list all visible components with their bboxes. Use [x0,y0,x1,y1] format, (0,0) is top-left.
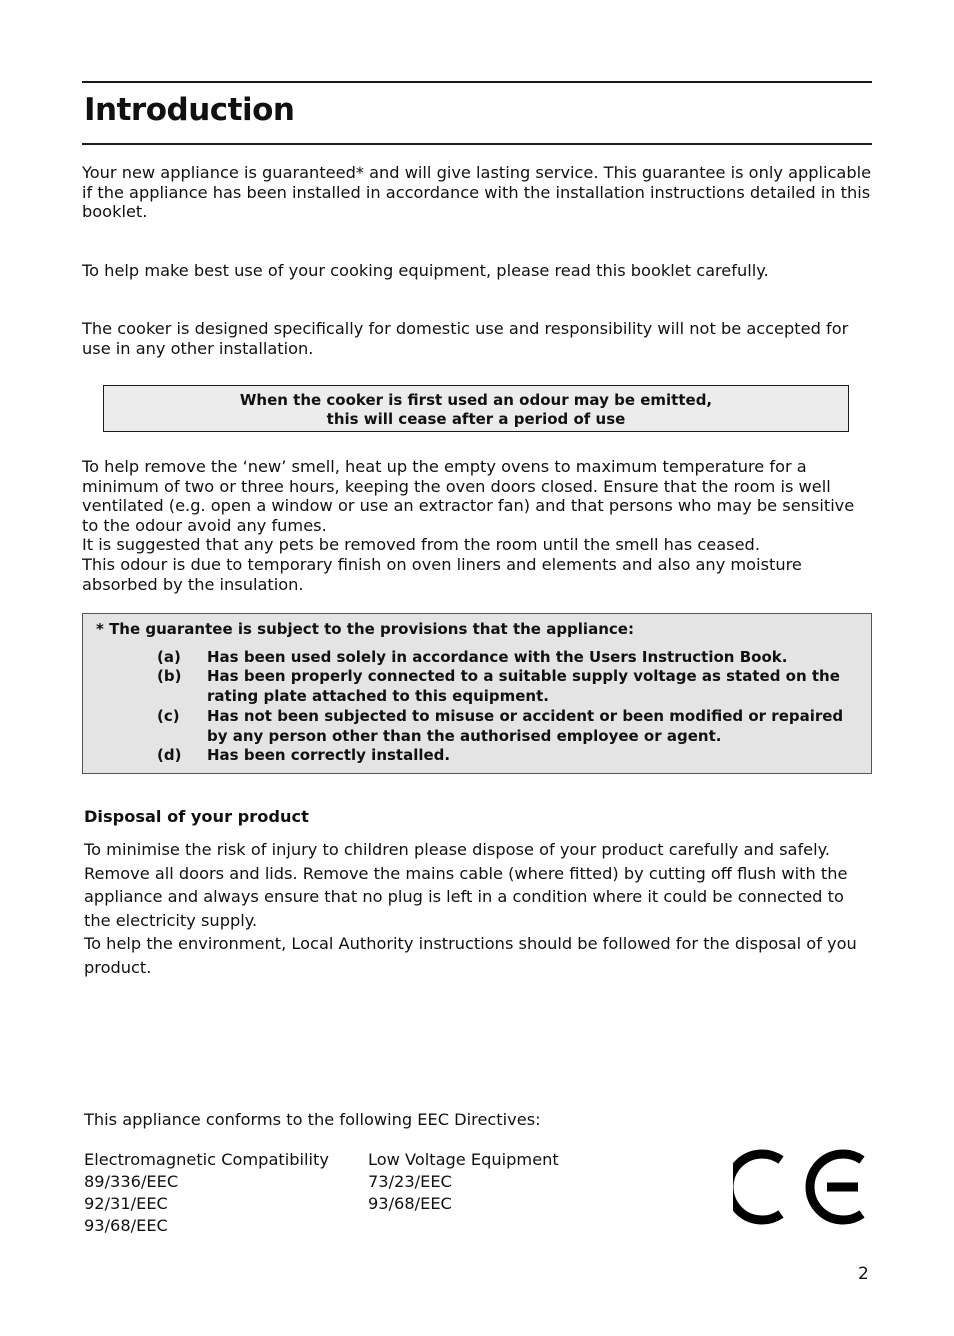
disposal-paragraph-environment: To help the environment, Local Authority instructions should be followed for the disposal of you product. [84,934,857,977]
guarantee-item-b [157,667,857,706]
intro-paragraph-read-booklet: To help make best use of your cooking equipment, please read this booklet carefully. [82,261,769,280]
disposal-heading: Disposal of your product [84,807,309,826]
odour-notice-box [103,385,849,432]
guarantee-item-label: (b) [157,667,182,685]
odour-paragraph-pets: It is suggested that any pets be removed from the room until the smell has ceased. [82,535,760,555]
emc-code: 89/336/EEC [84,1172,179,1191]
odour-paragraph-heat-ovens: To help remove the ‘new’ smell, heat up the empty ovens to maximum temperature for a minimum of two or three hours, keeping the oven doors closed. Ensure that the room is well ventilated (e.g. open a window or use an extractor fan) and that persons who may be sensitive to the odour avoid any fumes. [82,457,855,535]
guarantee-item-label: (d) [157,746,182,764]
odour-instructions [82,457,874,594]
guarantee-item-label: (a) [157,648,181,666]
emc-heading: Electromagnetic Compatibility [84,1150,329,1169]
lve-code: 93/68/EEC [368,1194,452,1213]
guarantee-item-text: Has been correctly installed. [207,746,451,764]
top-rule [82,81,872,83]
page-title: Introduction [84,92,295,128]
ce-mark-icon [733,1143,865,1231]
title-underline [82,143,872,145]
guarantee-item-text: Has not been subjected to misuse or accident or been modified or repaired by any person other than the authorised employee or agent. [207,707,844,745]
disposal-body [84,838,874,980]
guarantee-heading: * The guarantee is subject to the provisions that the appliance: [96,620,634,638]
lve-code: 73/23/EEC [368,1172,452,1191]
intro-paragraph-guarantee: Your new appliance is guaranteed* and will give lasting service. This guarantee is only applicable if the appliance has been installed in accordance with the installation instructions detailed in this booklet. [82,163,872,222]
emc-code: 93/68/EEC [84,1216,168,1235]
page-number: 2 [858,1264,869,1284]
guarantee-item-text: Has been properly connected to a suitable supply voltage as stated on the rating plate attached to this equipment. [207,667,840,705]
emc-code: 92/31/EEC [84,1194,168,1213]
guarantee-item-a [157,648,857,668]
guarantee-item-text: Has been used solely in accordance with the Users Instruction Book. [207,648,788,666]
lve-directives-column [368,1149,559,1215]
guarantee-item-d [157,746,857,766]
lve-heading: Low Voltage Equipment [368,1150,559,1169]
odour-notice-line-2: this will cease after a period of use [326,409,626,428]
guarantee-provisions-box [82,613,872,774]
odour-notice-line-1: When the cooker is first used an odour may be emitted, [239,391,713,409]
eec-directives-intro: This appliance conforms to the following EEC Directives: [84,1110,541,1129]
odour-paragraph-cause: This odour is due to temporary finish on oven liners and elements and also any moisture absorbed by the insulation. [82,554,802,594]
disposal-paragraph-safety: To minimise the risk of injury to children please dispose of your product carefully and safely. Remove all doors and lids. Remove the mains cable (where fitted) by cutting off flush with the appliance and always ensure that no plug is left in a condition where it could be connected to the electricity supply. [84,840,848,930]
guarantee-item-label: (c) [157,707,180,725]
intro-paragraph-domestic-use: The cooker is designed specifically for domestic use and responsibility will not be accepted for use in any other installation. [82,319,849,358]
emc-directives-column [84,1149,329,1237]
guarantee-item-c [157,707,857,746]
